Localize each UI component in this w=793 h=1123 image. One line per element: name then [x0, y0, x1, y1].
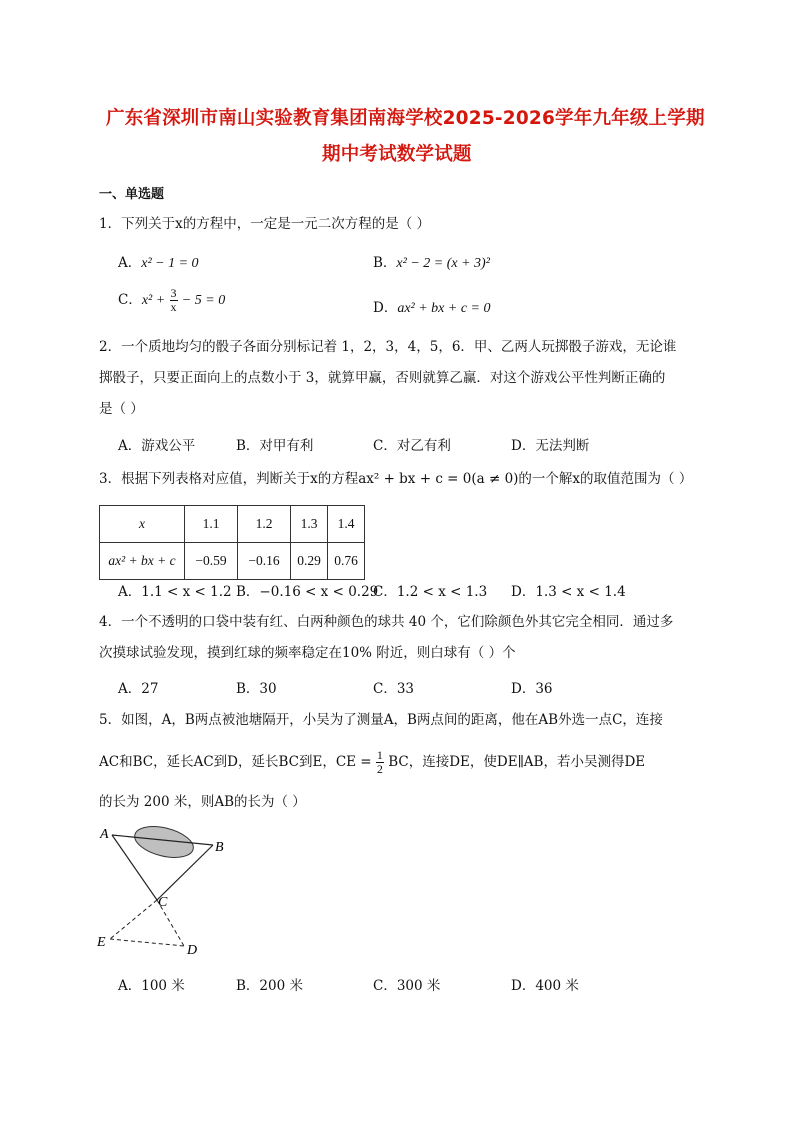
table-cell: 1.4	[328, 506, 365, 543]
q2-line-2: 掷骰子，只要正面向上的点数小于 3，就算甲赢，否则就算乙赢．对这个游戏公平性判断正确的	[99, 370, 666, 386]
segment-ce-dashed	[110, 900, 157, 939]
q1-option-b	[373, 251, 490, 272]
q5-line-2-post: BC，连接DE，使DE∥AB，若小吴测得DE	[388, 754, 646, 770]
q1-option-d	[373, 296, 491, 317]
q5-fraction-numerator: 1	[376, 748, 383, 762]
q4-option-c: C．33	[373, 681, 415, 697]
q4-option-a: A．27	[118, 681, 159, 697]
q4-option-d: D．36	[511, 681, 553, 697]
segment-de-dashed	[110, 939, 184, 946]
q4-line-1: 4．一个不透明的口袋中装有红、白两种颜色的球共 40 个，它们除颜色外其它完全相同．通过多	[99, 614, 674, 630]
q1-option-d-math: ax² + bx + c = 0	[397, 301, 491, 316]
label-e: E	[97, 935, 106, 950]
q5-fraction-denominator: 2	[376, 762, 383, 776]
table-cell: −0.59	[185, 543, 238, 580]
q3-option-d: D．1.3 < x < 1.4	[511, 584, 626, 600]
table-cell: 0.29	[291, 543, 328, 580]
label-b: B	[215, 840, 224, 855]
q2-option-b: B．对甲有利	[236, 438, 314, 454]
q1-option-b-label: B．	[373, 255, 397, 271]
q3-stem: 3．根据下列表格对应值，判断关于x的方程ax² + bx + c = 0(a ≠ 0)的一个解x的取值范围为（ ）	[99, 471, 693, 487]
q3-option-c: C．1.2 < x < 1.3	[373, 584, 488, 600]
exam-title-line-2: 期中考试数学试题	[322, 144, 472, 165]
table-cell: 1.3	[291, 506, 328, 543]
label-a: A	[100, 827, 109, 842]
q5-option-c: C．300 米	[373, 978, 441, 994]
q5-geometry-figure	[92, 820, 222, 960]
q1-option-c-fraction	[170, 287, 178, 314]
q3-value-table	[99, 505, 365, 580]
q3-option-b: B．−0.16 < x < 0.29	[236, 584, 379, 600]
q1-fraction-numerator: 3	[170, 286, 177, 300]
q5-fraction	[376, 749, 384, 776]
q2-line-3: 是（ ）	[99, 401, 144, 417]
table-row	[100, 543, 365, 580]
q1-option-c-math-pre: x² +	[141, 293, 166, 308]
table-row	[100, 506, 365, 543]
q4-option-b: B．30	[236, 681, 277, 697]
label-c: C	[158, 895, 168, 910]
q1-stem: 1．下列关于x的方程中，一定是一元二次方程的是（ ）	[99, 216, 430, 232]
q5-line-1: 5．如图，A，B两点被池塘隔开，小吴为了测量A，B两点间的距离，他在AB外选一点C，连接	[99, 712, 663, 728]
q1-option-a-math: x² − 1 = 0	[141, 256, 199, 271]
section-heading: 一、单选题	[99, 187, 165, 202]
q5-line-2	[99, 749, 645, 776]
q5-option-a: A．100 米	[118, 978, 185, 994]
q2-option-d: D．无法判断	[511, 438, 590, 454]
exam-title-line-1: 广东省深圳市南山实验教育集团南海学校2025-2026学年九年级上学期	[106, 108, 705, 129]
table-cell: −0.16	[238, 543, 291, 580]
q1-option-a-label: A．	[118, 255, 142, 271]
table-cell: 0.76	[328, 543, 365, 580]
q5-option-b: B．200 米	[236, 978, 303, 994]
q1-option-d-label: D．	[373, 300, 398, 316]
q2-option-c: C．对乙有利	[373, 438, 451, 454]
label-d: D	[187, 943, 198, 958]
table-cell: x	[100, 506, 185, 543]
q1-option-c	[118, 287, 225, 314]
q1-option-a	[118, 251, 199, 272]
q2-option-a: A．游戏公平	[118, 438, 196, 454]
q1-option-b-math: x² − 2 = (x + 3)²	[396, 256, 490, 271]
q5-line-3: 的长为 200 米，则AB的长为（ ）	[99, 794, 306, 810]
q5-line-2-pre: AC和BC，延长AC到D，延长BC到E，CE =	[99, 754, 372, 770]
table-cell: 1.1	[185, 506, 238, 543]
q1-option-c-math-post: − 5 = 0	[181, 293, 226, 308]
table-cell: ax² + bx + c	[100, 543, 185, 580]
q1-option-c-label: C．	[118, 292, 142, 308]
table-cell: 1.2	[238, 506, 291, 543]
q1-fraction-denominator: x	[170, 300, 177, 314]
q2-line-1: 2．一个质地均匀的骰子各面分别标记着 1，2，3，4，5，6．甲、乙两人玩掷骰子游戏，无论谁	[99, 339, 677, 355]
q5-option-d: D．400 米	[511, 978, 579, 994]
q4-line-2: 次摸球试验发现，摸到红球的频率稳定在10% 附近，则白球有（ ）个	[99, 645, 516, 661]
q3-option-a: A．1.1 < x < 1.2	[118, 584, 232, 600]
